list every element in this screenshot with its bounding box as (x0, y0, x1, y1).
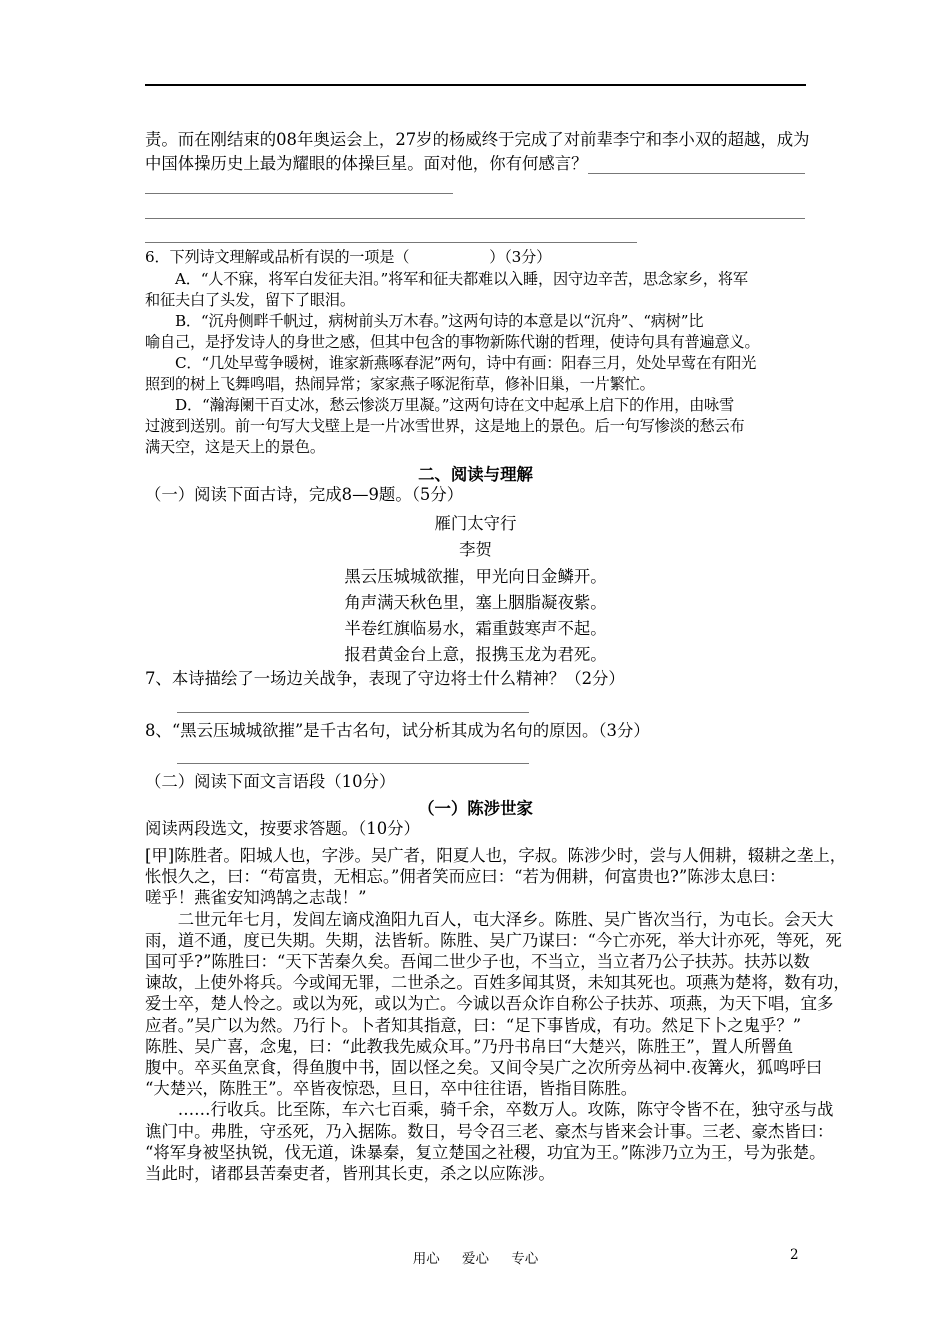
poem-line: 角声满天秋色里，塞上胭脂凝夜紫。 (344, 593, 607, 612)
part2-title: （一）陈涉世家 (418, 799, 533, 818)
passage-line: 国可乎?”陈胜曰：“天下苦秦久矣。吾闻二世少子也，不当立，当立者乃公子扶苏。扶苏以数 (145, 952, 810, 971)
q5-answer-line-3[interactable] (145, 218, 805, 219)
passage-line: “大楚兴，陈胜王”。卒皆夜惊恐，旦日，卒中往往语，皆指目陈胜。 (145, 1079, 638, 1099)
poem-title: 雁门太守行 (434, 514, 517, 533)
passage-line: [甲]陈胜者。阳城人也，字涉。吴广者，阳夏人也，字叔。陈涉少时，尝与人佣耕，辍耕之垄上， (145, 846, 847, 865)
q6-option-line: A．“人不寐，将军白发征夫泪。”将军和征夫都难以入睡，因守边辛苦，思念家乡，将军 (145, 270, 748, 288)
page-number: 2 (790, 1247, 799, 1263)
q6-option-line: 喻自己，是抒发诗人的身世之感，但其中包含的事物新陈代谢的哲理，使诗句具有普遍意义。 (145, 333, 760, 351)
part2-intro: （二）阅读下面文言语段（10分） (145, 772, 396, 791)
q7-text: 7、本诗描绘了一场边关战争，表现了守边将士什么精神？（2分） (145, 669, 625, 688)
passage-line: 谯门中。弗胜，守丞死，乃入据陈。数日，号令召三老、豪杰与皆来会计事。三老、豪杰皆曰： (145, 1121, 834, 1141)
passage-line: 雨，道不通，度已失期。失期，法皆斩。陈胜、吴广乃谋曰：“今亡亦死，举大计亦死，等死，死 (145, 930, 842, 950)
q5-answer-line-1[interactable] (588, 173, 805, 174)
passage-line: 当此时，诸郡县苦秦吏者，皆刑其长吏，杀之以应陈涉。 (145, 1164, 555, 1183)
part1-intro: （一）阅读下面古诗，完成8—9题。（5分） (145, 485, 464, 504)
q5-text-line-2: 中国体操历史上最为耀眼的体操巨星。面对他，你有何感言？ (145, 154, 588, 173)
footer-slogan: 专心 (511, 1251, 539, 1267)
poem-author: 李贺 (459, 540, 492, 559)
passage-line: 二世元年七月，发闾左谪戍渔阳九百人，屯大泽乡。陈胜、吴广皆次当行，为屯长。会天大 (145, 909, 834, 929)
footer-slogan: 爱心 (462, 1251, 489, 1267)
q6-stem (145, 246, 551, 268)
section-heading: 二、阅读与理解 (418, 465, 533, 484)
passage-line: 爱士卒，楚人怜之。或以为死，或以为亡。今诚以吾众诈自称公子扶苏、项燕，为天下唱，宜多 (145, 994, 834, 1014)
passage-line: 应者。”吴广以为然。乃行卜。卜者知其指意，曰：“足下事皆成，有功。然足下卜之鬼乎？” (145, 1015, 802, 1035)
q7-answer-line[interactable] (177, 712, 529, 713)
poem-line: 黑云压城城欲摧，甲光向日金鳞开。 (344, 567, 607, 586)
passage-line: 嗟乎！燕雀安知鸿鹄之志哉！” (145, 888, 367, 908)
passage-line: 陈胜、吴广喜，念鬼，曰：“此教我先威众耳。”乃丹书帛曰“大楚兴，陈胜王”，置人所罾鱼 (145, 1036, 794, 1056)
q6-option-line: 照到的树上飞舞鸣唱，热闹异常；家家燕子啄泥衔草，修补旧巢，一片繁忙。 (145, 375, 655, 393)
q8-answer-line[interactable] (177, 763, 529, 764)
page-footer (145, 1247, 806, 1267)
q6-option-line: 过渡到送别。前一句写大戈壁上是一片冰雪世界，这是地上的景色。后一句写惨淡的愁云布 (145, 417, 745, 435)
passage-line: 怅恨久之，曰：“苟富贵，无相忘。”佣者笑而应曰：“若为佣耕，何富贵也?”陈涉太息曰： (145, 867, 786, 887)
passage-line: 腹中。卒买鱼烹食，得鱼腹中书，固以怪之矣。又间令吴广之次所旁丛祠中.夜篝火，狐鸣呼曰 (145, 1058, 823, 1077)
footer-slogan: 用心 (412, 1251, 440, 1267)
passage-line: 谏故，上使外将兵。今或闻无罪，二世杀之。百姓多闻其贤，未知其死也。项燕为楚将，数有功， (145, 973, 850, 993)
q6-option-line: 和征夫白了头发，留下了眼泪。 (145, 291, 355, 309)
poem-line: 报君黄金台上意，报携玉龙为君死。 (344, 645, 607, 664)
passage-line: ……行收兵。比至陈，车六七百乘，骑千余，卒数万人。攻陈，陈守令皆不在，独守丞与战 (145, 1100, 834, 1120)
poem-line: 半卷红旗临易水，霜重鼓寒声不起。 (344, 619, 607, 638)
q8-text: 8、“黑云压城城欲摧”是千古名句，试分析其成为名句的原因。（3分） (145, 721, 650, 740)
q6-option-line: B．“沉舟侧畔千帆过，病树前头万木春。”这两句诗的本意是以“沉舟”、“病树”比 (145, 312, 704, 330)
q5-answer-line-2[interactable] (145, 193, 453, 194)
q6-option-line: 满天空，这是天上的景色。 (145, 438, 325, 456)
q6-option-line: C．“几处早莺争暖树，谁家新燕啄春泥”两句，诗中有画：阳春三月，处处早莺在有阳光 (145, 354, 757, 372)
q5-answer-line-4[interactable] (145, 242, 637, 243)
passage-line: “将军身被坚执锐，伐无道，诛暴秦，复立楚国之社稷，功宜为王。”陈涉乃立为王，号为张楚。 (145, 1142, 826, 1162)
header-rule (145, 84, 806, 86)
part2-instruction: 阅读两段选文，按要求答题。（10分） (145, 819, 420, 838)
q5-text-line-1: 责。而在刚结束的08年奥运会上，27岁的杨威终于完成了对前辈李宁和李小双的超越，成为 (145, 130, 810, 149)
q6-stem-start: 6．下列诗文理解或品析有误的一项是（ (145, 248, 410, 266)
q6-stem-end: ）（3分） (489, 248, 552, 266)
q6-option-line: D．“瀚海阑干百丈冰，愁云惨淡万里凝。”这两句诗在文中起承上启下的作用，由咏雪 (145, 396, 735, 414)
